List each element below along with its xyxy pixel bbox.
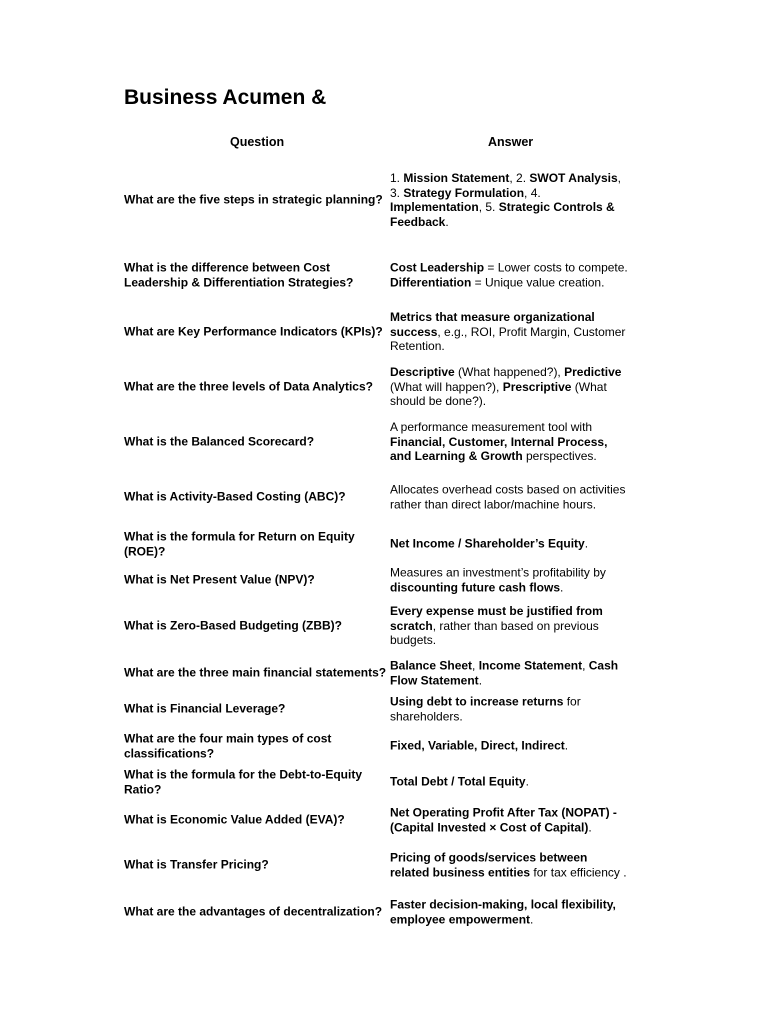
answer-text-run: Total Debt / Total Equity: [390, 774, 526, 789]
answer-text-run: = Unique value creation.: [471, 275, 605, 289]
answer-text-run: Financial, Customer, Internal Process, and Learning & Growth: [390, 434, 608, 464]
answer-text-run: discounting future cash flows: [390, 580, 561, 594]
answer-cell: [390, 482, 628, 511]
question-cell: What is the formula for Return on Equity (ROE)?: [124, 529, 355, 558]
answer-cell: [390, 537, 628, 552]
answer-text-run: , 5.: [478, 200, 499, 214]
answer-cell: [390, 420, 628, 464]
answer-text-run: SWOT Analysis: [529, 170, 618, 185]
question-cell: What are the five steps in strategic planning?: [124, 192, 383, 207]
answer-text-run: , 2.: [509, 170, 530, 185]
answer-text-run: Implementation: [390, 200, 479, 214]
answer-text-run: = Lower costs to compete.: [484, 260, 628, 275]
answer-cell: [390, 604, 628, 648]
answer-text-run: Fixed, Variable, Direct, Indirect: [390, 738, 565, 753]
table-row: [124, 765, 634, 799]
answer-text-run: Differentiation: [390, 275, 472, 289]
question-cell: What are the advantages of decentralization?: [124, 904, 383, 919]
answer-text-run: Mission Statement: [403, 170, 510, 185]
answer-text-run: .: [445, 214, 449, 229]
answer-cell: [390, 739, 628, 754]
question-cell: What is the formula for the Debt-to-Equity Ratio?: [124, 767, 362, 796]
table-row: [124, 166, 634, 234]
table-row: [124, 416, 634, 468]
table-row: [124, 526, 634, 562]
answer-text-run: Cost Leadership: [390, 260, 485, 275]
answer-text-run: .: [584, 536, 589, 551]
answer-text-run: Net Income / Shareholder’s Equity: [390, 536, 585, 551]
answer-text-run: , rather than based on previous budgets.: [390, 618, 599, 648]
answer-cell: [390, 365, 628, 409]
question-cell: What is Zero-Based Budgeting (ZBB)?: [124, 618, 342, 633]
question-cell: What are the four main types of cost classifications?: [124, 731, 332, 760]
answer-text-run: Faster decision-making, local flexibility, employee empowerment: [390, 897, 616, 926]
question-cell: What is Net Present Value (NPV)?: [124, 572, 315, 587]
question-cell: What is the difference between Cost Leadership & Differentiation Strategies?: [124, 260, 354, 289]
answer-cell: [390, 565, 628, 594]
answer-cell: [390, 658, 628, 687]
table-row: [124, 600, 634, 652]
answer-cell: [390, 897, 628, 926]
answer-text-run: Every expense must be justified from scratch: [390, 604, 603, 633]
answer-text-run: (What should be done?).: [390, 379, 607, 409]
answer-text-run: 1.: [390, 170, 404, 185]
table-row: [124, 692, 634, 726]
answer-text-run: .: [560, 580, 564, 594]
answer-cell: [390, 775, 628, 790]
table-row: [124, 729, 634, 763]
question-cell: What is the Balanced Scorecard?: [124, 434, 315, 449]
table-row: [124, 839, 634, 891]
answer-text-run: Strategic Controls & Feedback: [390, 200, 615, 229]
document-title: Business Acumen &: [124, 86, 327, 109]
question-cell: What is Economic Value Added (EVA)?: [124, 812, 345, 827]
answer-text-run: Cash Flow Statement: [390, 658, 619, 687]
answer-text-run: Strategy Formulation: [403, 185, 525, 200]
answer-text-run: Pricing of goods/services between related business entities: [390, 850, 588, 879]
answer-text-run: , 4.: [524, 185, 541, 200]
table-row: [124, 894, 634, 930]
question-cell: What is Financial Leverage?: [124, 701, 286, 716]
answer-text-run: , e.g., ROI, Profit Margin, Customer Retention.: [390, 324, 626, 354]
question-cell: What is Activity-Based Costing (ABC)?: [124, 489, 346, 504]
column-header-answer: Answer: [488, 135, 534, 149]
table-row: [124, 249, 634, 301]
answer-text-run: Income Statement: [478, 658, 583, 673]
table-row: [124, 306, 634, 358]
answer-text-run: Measures an investment’s profitability by: [390, 565, 606, 580]
answer-text-run: Predictive: [564, 365, 622, 380]
answer-text-run: Allocates overhead costs based on activities rather than direct labor/machine hours.: [390, 482, 626, 511]
answer-text-run: Prescriptive: [502, 379, 572, 394]
answer-cell: [390, 260, 628, 289]
answer-text-run: Metrics that measure organizational success: [390, 310, 595, 339]
table-row: [124, 655, 634, 691]
answer-cell: [390, 805, 628, 834]
column-header-question: Question: [230, 135, 285, 149]
answer-cell: [390, 171, 628, 229]
answer-text-run: .: [588, 820, 592, 834]
answer-text-run: .: [530, 912, 534, 926]
answer-text-run: .: [525, 774, 529, 789]
answer-cell: [390, 850, 628, 879]
answer-text-run: ,: [582, 658, 589, 673]
answer-text-run: Balance Sheet: [390, 658, 473, 673]
answer-text-run: for shareholders.: [390, 694, 581, 723]
answer-text-run: .: [564, 738, 569, 753]
table-row: [124, 361, 634, 413]
question-cell: What are the three main financial statements?: [124, 665, 387, 680]
answer-text-run: (What will happen?),: [390, 379, 503, 394]
answer-text-run: (What happened?),: [454, 365, 565, 380]
table-row: [124, 471, 634, 523]
answer-text-run: perspectives.: [522, 449, 597, 464]
answer-text-run: Using debt to increase returns: [390, 694, 564, 709]
question-cell: What are the three levels of Data Analytics?: [124, 379, 373, 394]
answer-cell: [390, 694, 628, 723]
table-row: [124, 802, 634, 838]
answer-text-run: A performance measurement tool with: [390, 420, 593, 435]
question-cell: What is Transfer Pricing?: [124, 857, 269, 872]
answer-text-run: .: [478, 673, 483, 687]
answer-text-run: Descriptive: [390, 365, 455, 380]
table-row: [124, 563, 634, 597]
answer-text-run: , 3.: [390, 170, 621, 200]
answer-text-run: ,: [472, 658, 479, 673]
question-cell: What are Key Performance Indicators (KPIs)?: [124, 324, 383, 339]
answer-text-run: Net Operating Profit After Tax (NOPAT) - (Capital Invested × Cost of Capital): [390, 805, 617, 834]
answer-cell: [390, 310, 628, 354]
answer-text-run: for tax efficiency .: [530, 865, 627, 879]
